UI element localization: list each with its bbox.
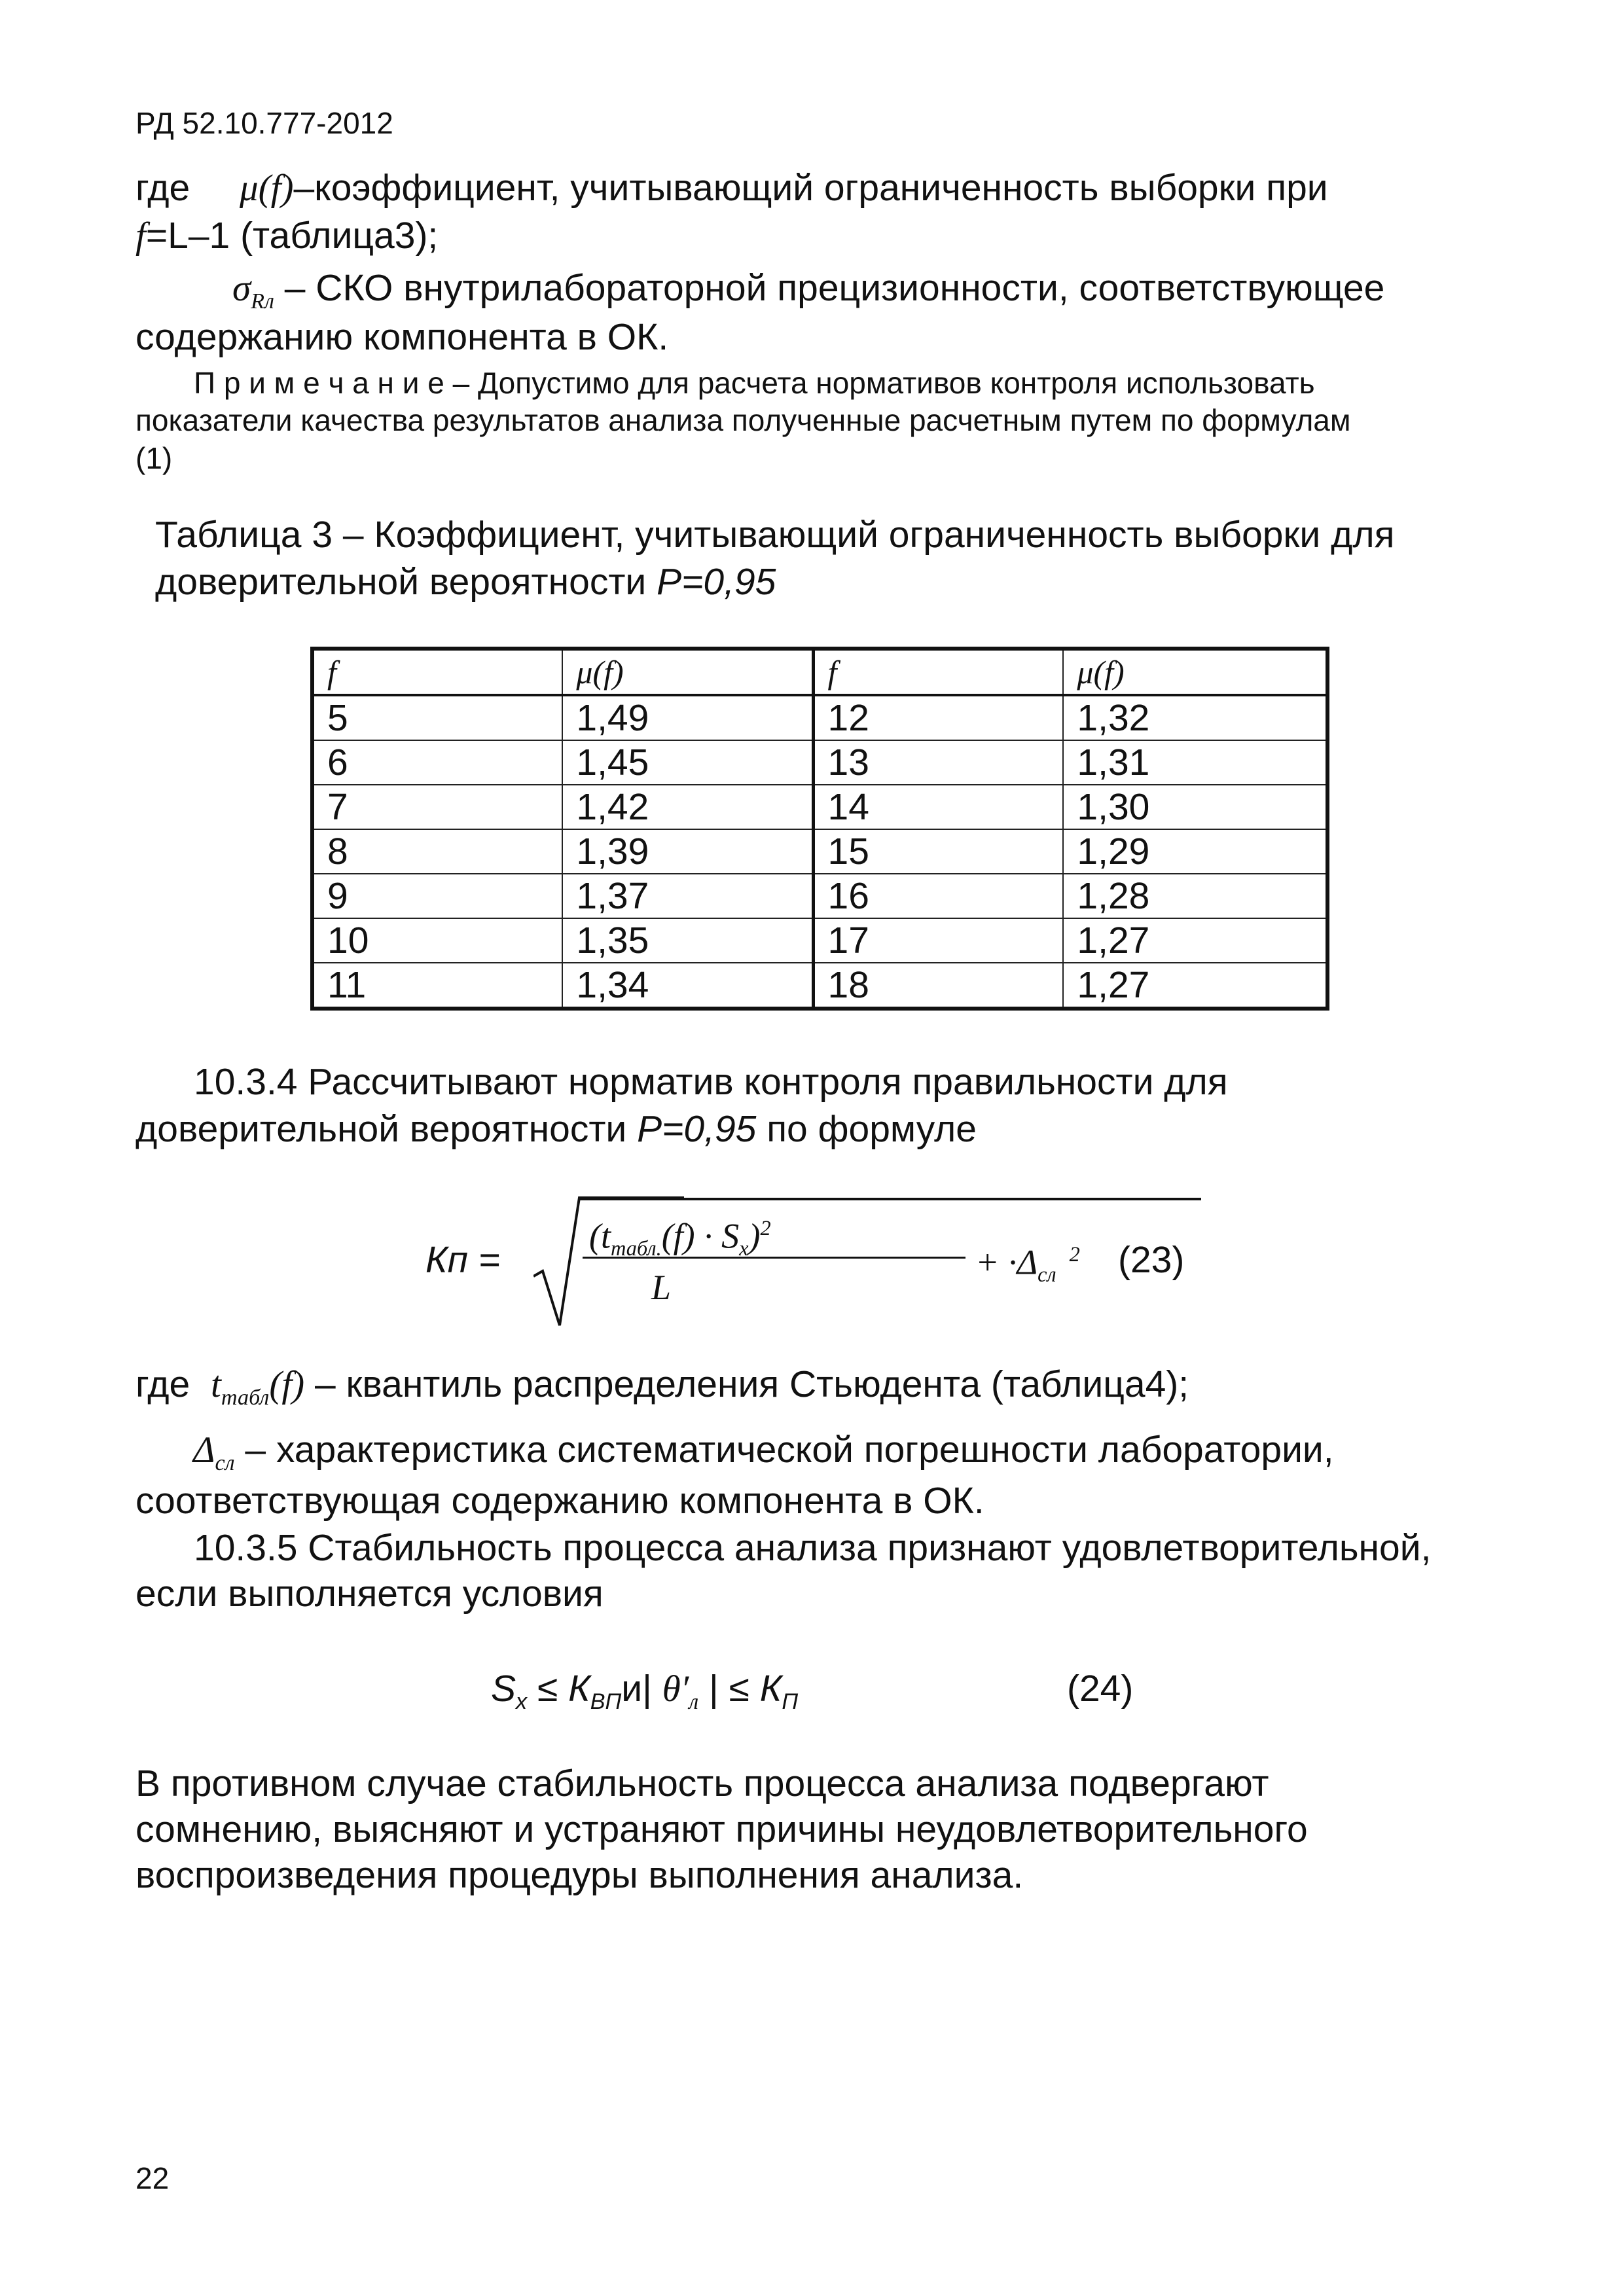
table-cell: 1,28 [1063,874,1327,918]
table-cell: 1,29 [1063,829,1327,874]
table-row [312,785,1327,829]
f-equals-text: =L–1 (таблица3); [145,215,439,257]
table-row [312,963,1327,1009]
table-cell: 1,32 [1063,695,1327,740]
fraction-bar [583,1257,965,1259]
sigma-description-cont: содержанию компонента в ОК. [135,316,669,358]
table-cell: 10 [312,918,562,963]
table-row [312,918,1327,963]
t-symbol: $t_{табл}(f)$ [211,1364,305,1410]
table-cell: 1,45 [562,740,813,785]
formula-23 [425,1191,1211,1335]
note-label: П р и м е ч а н и е [194,366,444,400]
section-10-3-4-line-2: доверительной вероятности P=0,95 по формуле [135,1108,977,1150]
section-10-3-4-line-1: 10.3.4 Рассчитывают норматив контроля правильности для [194,1061,1228,1103]
formula-23-delta-term: + $\cdot\Delta_{сл}^2$ [975,1242,1080,1287]
table-cell: 1,35 [562,918,813,963]
table-caption-line-2: доверительной вероятности P=0,95 [155,561,776,603]
table-row [312,829,1327,874]
f-symbol: f [135,215,146,257]
table-cell: 1,27 [1063,963,1327,1009]
table-cell: 1,31 [1063,740,1327,785]
table-cell: 17 [813,918,1063,963]
formula-23-number: (23) [1118,1239,1185,1281]
table-header-cell: μ(f) [562,649,813,695]
table-cell: 12 [813,695,1063,740]
table-cell: 5 [312,695,562,740]
table-cell: 9 [312,874,562,918]
delta-description-cont: соответствующая содержанию компонента в ОК. [135,1480,984,1522]
formula-23-denominator: L [651,1268,672,1307]
t-table-line [135,1361,1189,1421]
formula-23-lhs: Кп = [425,1239,501,1281]
where-word: где [135,167,190,209]
sigma-description: – СКО внутрилабораторной прецизионности, соответствующее [284,267,1385,309]
note-line-2: показатели качества результатов анализа полученные расчетным путем по формулам [135,403,1351,437]
section-10-3-5-line-1: 10.3.5 Стабильность процесса анализа признают удовлетворительной, [194,1527,1432,1569]
delta-description: – характеристика систематической погрешности лаборатории, [245,1429,1334,1471]
doc-header-code: РД 52.10.777-2012 [135,106,393,140]
table-cell: 13 [813,740,1063,785]
page-number: 22 [135,2161,170,2195]
table-caption-p-value: P=0,95 [657,561,776,603]
where-mu-line [135,165,1490,211]
table-cell: 7 [312,785,562,829]
table-cell: 1,37 [562,874,813,918]
mu-f-symbol: μ(f) [240,168,294,209]
formula-23-numerator: $(t_{табл.}(f) \cdot S_x)^2$ [589,1216,771,1261]
note-line-1 [194,363,1493,403]
theta-symbol: $\theta'_л$ [662,1668,699,1714]
table-cell: 1,39 [562,829,813,874]
conclusion-line-2: сомнению, выясняют и устраняют причины неудовлетворительного [135,1808,1308,1850]
sigma-symbol: $\sigma_{Rл}$ [232,268,274,314]
table-row [312,874,1327,918]
coefficient-table [310,647,1329,1011]
table-row [312,740,1327,785]
conclusion-line-3: воспроизведения процедуры выполнения анализа. [135,1854,1024,1896]
table-header-cell: μ(f) [1063,649,1327,695]
table-header-cell: f [813,649,1063,695]
table-cell: 14 [813,785,1063,829]
table-cell: 1,34 [562,963,813,1009]
conclusion-line-1: В противном случае стабильность процесса анализа подвергают [135,1763,1269,1804]
table-row [312,695,1327,740]
table-header-row [312,649,1327,695]
table-caption-line-1: Таблица 3 – Коэффициент, учитывающий ограниченность выборки для [155,514,1395,556]
note-line-3: (1) [135,441,173,475]
section-10-3-5-line-2: если выполняется условия [135,1573,604,1615]
f-equals-line [135,213,438,259]
section-10-3-4-p-value: P=0,95 [637,1108,757,1150]
note-text-1: – Допустимо для расчета нормативов контроля использовать [452,366,1315,400]
t-description: – квантиль распределения Стьюдента (таблица4); [315,1363,1189,1405]
table-cell: 1,27 [1063,918,1327,963]
table-cell: 1,30 [1063,785,1327,829]
table-cell: 8 [312,829,562,874]
table-cell: 1,49 [562,695,813,740]
table-cell: 11 [312,963,562,1009]
table-cell: 16 [813,874,1063,918]
table-header-cell: f [312,649,562,695]
sqrt-overline [579,1198,1201,1202]
delta-symbol: $\Delta_{сл}$ [193,1429,235,1475]
formula-24: $S_x \le К_{ВП}и|$ $\theta'_л$ | ≤ $К_П$ [491,1668,799,1714]
table-cell: 15 [813,829,1063,874]
where-word-2: где [135,1363,190,1405]
mu-f-description: –коэффициент, учитывающий ограниченность выборки при [293,167,1328,209]
table-cell: 1,42 [562,785,813,829]
formula-24-number: (24) [1067,1668,1134,1710]
table-cell: 6 [312,740,562,785]
table-cell: 18 [813,963,1063,1009]
